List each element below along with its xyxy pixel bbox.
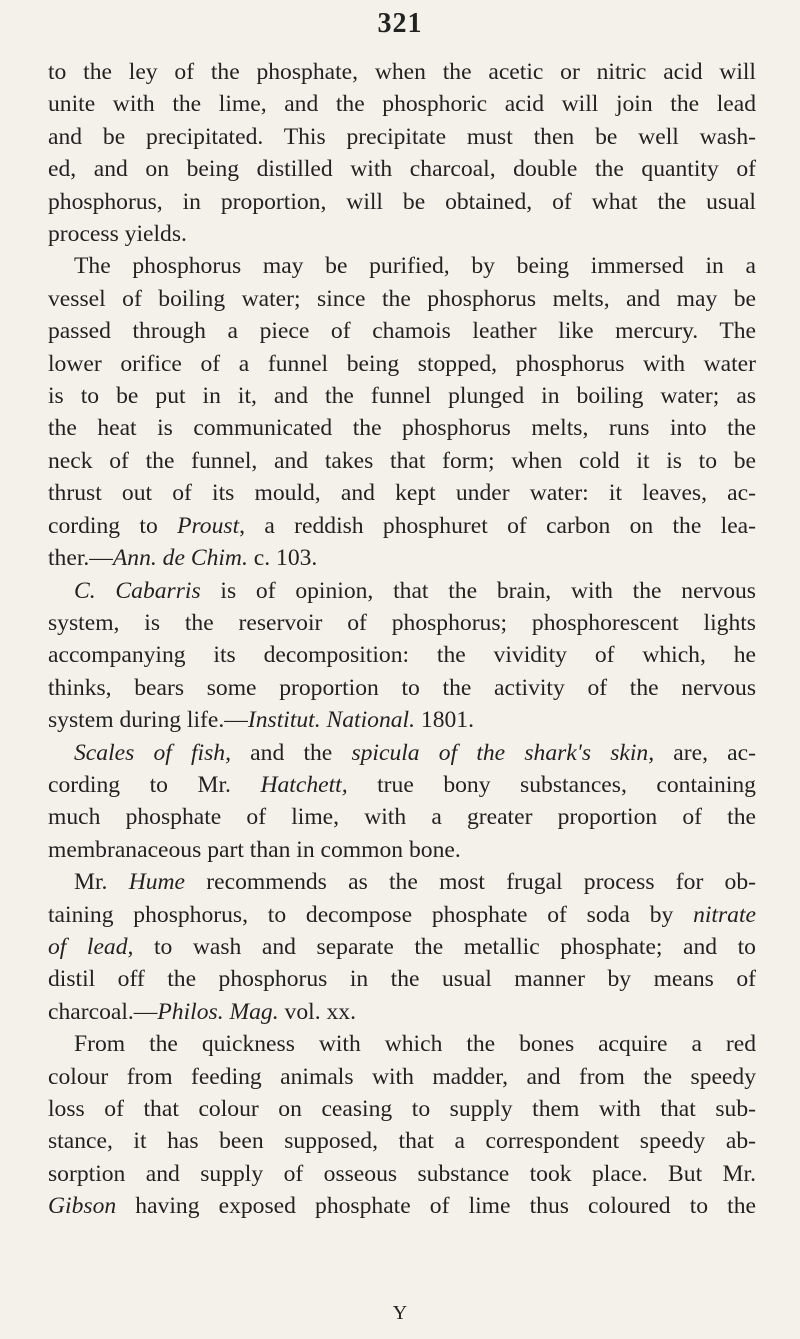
text-line: thrust out of its mould, and kept under water: it leaves, ac- <box>48 480 756 507</box>
text-line: colour from feeding animals with madder, and from the speedy <box>48 1063 756 1090</box>
text-line: loss of that colour on ceasing to supply them with that sub- <box>48 1096 756 1122</box>
italic-term: spicula of the shark's skin, <box>351 739 655 766</box>
text-line: vessel of boiling water; since the phosphorus melts, and may be <box>48 285 756 312</box>
text-line: ed, and on being distilled with charcoal, double the quantity of <box>48 156 756 183</box>
text-run: charcoal.— <box>48 998 158 1025</box>
author-name: Proust <box>177 512 240 539</box>
text-line <box>48 899 756 931</box>
text-line: lower orifice of a funnel being stopped, phosphorus with water <box>48 350 756 377</box>
text-run: cording to <box>48 512 178 539</box>
text-line: neck of the funnel, and takes that form; when cold it is to be <box>48 447 756 474</box>
text-run: having exposed phosphate of lime thus coloured to the <box>116 1193 756 1220</box>
text-line: The phosphorus may be purified, by being immersed in a <box>74 253 756 280</box>
text-run: to wash and separate the metallic phosphate; and to <box>133 933 756 960</box>
text-line: accompanying its decomposition: the vividity of which, he <box>48 642 756 669</box>
text-line: is to be put in it, and the funnel plunged in boiling water; as <box>48 383 756 410</box>
text-line <box>48 542 756 574</box>
text-run: vol. xx. <box>278 998 356 1025</box>
text-run: system during life.— <box>48 707 248 734</box>
italic-term: nitrate <box>693 901 756 928</box>
signature-mark: Y <box>392 1302 408 1324</box>
citation: Philos. Mag. <box>157 998 279 1025</box>
text-run: ther.— <box>48 545 113 572</box>
text-line: membranaceous part than in common bone. <box>48 836 461 863</box>
text-line <box>48 575 756 607</box>
italic-term: Scales of fish, <box>74 739 231 766</box>
text-line <box>48 510 756 542</box>
text-run: 1801. <box>415 707 474 734</box>
text-line: to the ley of the phosphate, when the acetic or nitric acid will <box>48 59 756 85</box>
author-name: Hatchett, <box>260 771 348 798</box>
text-run: , a reddish phosphuret of carbon on the lea- <box>239 512 756 539</box>
text-line: sorption and supply of osseous substance took place. But Mr. <box>48 1160 756 1187</box>
text-line <box>48 866 756 898</box>
citation: Institut. National. <box>247 707 416 734</box>
text-line: phosphorus, in proportion, will be obtained, of what the usual <box>48 188 756 215</box>
text-line: the heat is communicated the phosphorus melts, runs into the <box>48 415 756 442</box>
text-line: much phosphate of lime, with a greater proportion of the <box>48 804 756 831</box>
text-run: Mr. <box>74 869 129 896</box>
text-line <box>48 704 756 736</box>
text-line: and be precipitated. This precipitate must then be well wash- <box>48 123 756 150</box>
body-text <box>48 56 756 1223</box>
italic-term: of lead, <box>48 933 134 960</box>
text-line: From the quickness with which the bones acquire a red <box>74 1031 756 1058</box>
text-line: thinks, bears some proportion to the activity of the nervous <box>48 674 756 701</box>
text-line <box>48 1190 756 1222</box>
text-line: system, is the reservoir of phosphorus; phosphorescent lights <box>48 609 756 636</box>
text-line: unite with the lime, and the phosphoric acid will join the lead <box>48 91 756 118</box>
text-run: C. <box>74 577 116 604</box>
text-line <box>48 931 756 963</box>
text-run: true bony substances, containing <box>347 771 756 798</box>
author-name: Cabarris <box>115 577 201 604</box>
text-run: and the <box>231 739 352 766</box>
text-line <box>48 996 756 1028</box>
text-line: passed through a piece of chamois leather like mercury. The <box>48 318 756 345</box>
text-line: stance, it has been supposed, that a correspondent speedy ab- <box>48 1128 756 1155</box>
text-run: recommends as the most frugal process for ob- <box>185 869 756 896</box>
text-run: cording to Mr. <box>48 771 261 798</box>
text-line <box>48 737 756 769</box>
page-number: 321 <box>377 8 423 39</box>
text-line: distil off the phosphorus in the usual manner by means of <box>48 966 756 993</box>
citation: Ann. de Chim. <box>112 545 248 572</box>
author-name: Gibson <box>48 1193 117 1220</box>
text-run: c. 103. <box>247 545 318 572</box>
author-name: Hume <box>128 869 186 896</box>
text-run: is of opinion, that the brain, with the nervous <box>200 577 756 604</box>
text-run: taining phosphorus, to decompose phosphate of soda by <box>48 901 694 928</box>
text-run: are, ac- <box>654 739 756 766</box>
text-line <box>48 769 756 801</box>
text-line: process yields. <box>48 221 187 248</box>
